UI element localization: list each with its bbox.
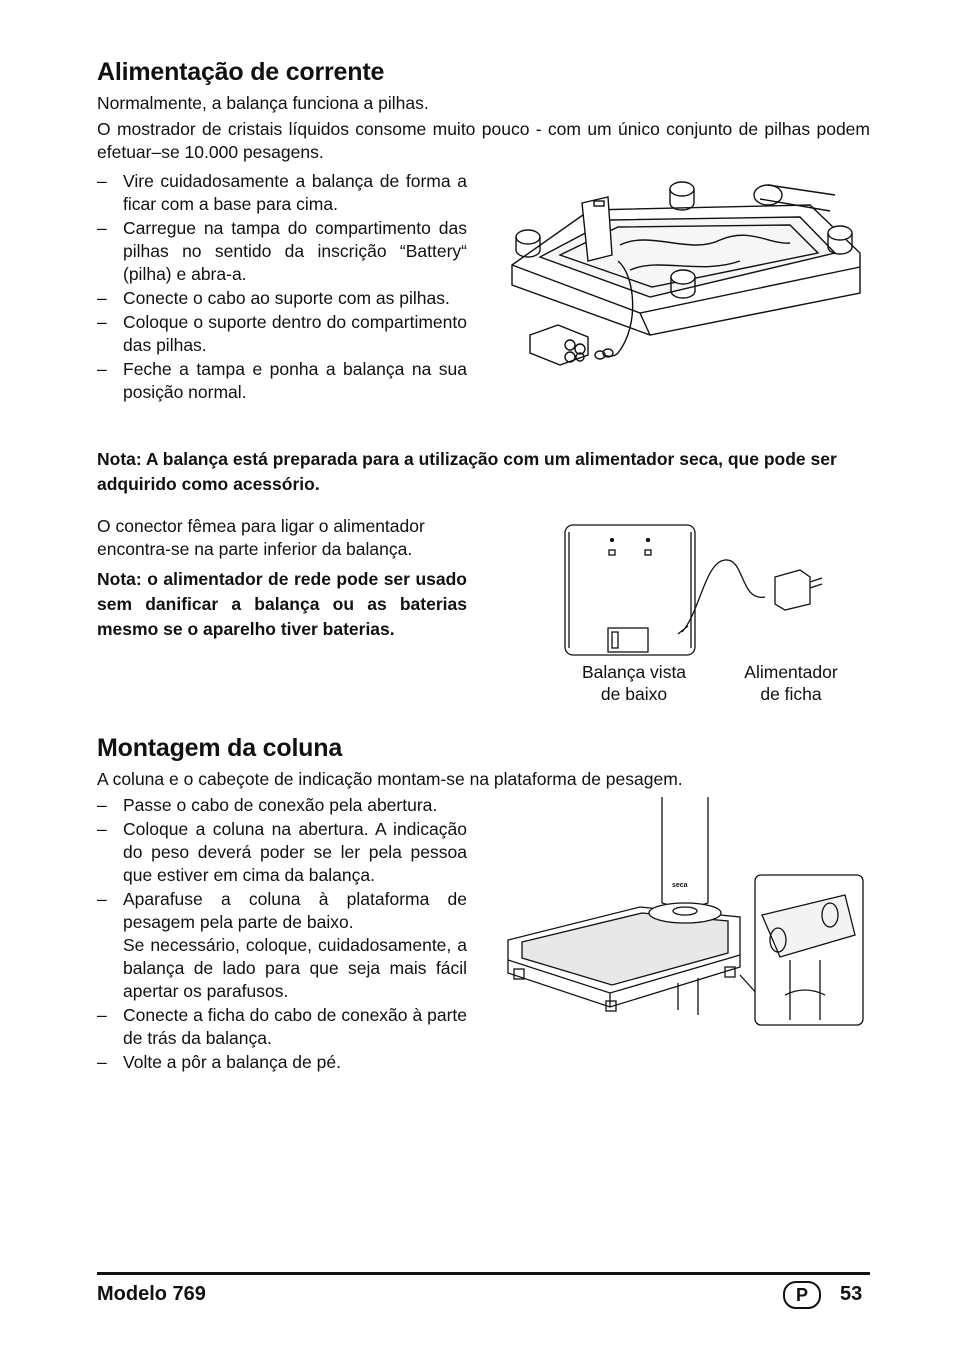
section-title-column: Montagem da coluna [97, 734, 343, 762]
column-steps-list [97, 794, 467, 1075]
footer-rule [97, 1272, 870, 1275]
column-mounting-illustration [500, 795, 870, 1030]
column-intro: A coluna e o cabeçote de indicação montam-se na plataforma de pesagem. [97, 769, 683, 789]
list-item: – Coloque o suporte dentro do compartimento das pilhas. [97, 311, 467, 357]
list-item: – Carregue na tampa do compartimento das pilhas no sentido da inscrição “Battery“ (pilha) e abra-a. [97, 217, 467, 286]
note-adapter-safe: Nota: o alimentador de rede pode ser usado sem danificar a balança ou as baterias mesmo se o aparelho tiver baterias. [97, 569, 467, 639]
note-adapter-accessory: Nota: A balança está preparada para a utilização com um alimentador seca, que pode ser adquirido como acessório. [97, 449, 837, 494]
caption-line: de ficha [760, 684, 822, 704]
list-item: – Passe o cabo de conexão pela abertura. [97, 794, 467, 817]
intro-paragraph-1: Normalmente, a balança funciona a pilhas. [97, 93, 429, 113]
page-number: 53 [840, 1283, 863, 1305]
list-item: – Conecte a ficha do cabo de conexão à parte de trás da balança. [97, 1004, 467, 1050]
svg-text:seca: seca [672, 882, 688, 889]
list-item [97, 888, 467, 934]
intro-paragraph-2: O mostrador de cristais líquidos consome muito pouco - com um único conjunto de pilhas podem efetuar–se 10.000 pesagens. [97, 119, 870, 162]
caption-scale-below [570, 661, 698, 705]
caption-plug-adapter [725, 661, 857, 705]
caption-line: Balança vista [581, 662, 687, 682]
list-item-text: Coloque a coluna na abertura. A indicação do peso deverá poder se ler pela pessoa que estiver em cima da balança. [123, 819, 467, 885]
language-badge: P [783, 1281, 821, 1309]
scale-bottom-adapter-illustration [560, 522, 840, 662]
list-item: – Vire cuidadosamente a balança de forma a ficar com a base para cima. [97, 170, 467, 216]
list-item-continuation [97, 934, 467, 1003]
scale-battery-illustration [500, 175, 870, 375]
list-item-text: Se necessário, coloque, cuidadosamente, a balança de lado para que seja mais fácil apertar os parafusos. [123, 935, 467, 1001]
list-item: – Feche a tampa e ponha a balança na sua posição normal. [97, 358, 467, 404]
caption-line: Alimentador [744, 662, 838, 682]
list-item: – Volte a pôr a balança de pé. [97, 1051, 467, 1074]
battery-steps-list [97, 170, 467, 405]
list-item [97, 818, 467, 887]
connector-paragraph: O conector fêmea para ligar o alimentador encontra-se na parte inferior da balança. [97, 516, 425, 559]
footer-model: Modelo 769 [97, 1283, 206, 1305]
list-item: – Conecte o cabo ao suporte com as pilhas. [97, 287, 467, 310]
list-item-text: Aparafuse a coluna à plataforma de pesagem pela parte de baixo. [123, 889, 467, 932]
section-title-power: Alimentação de corrente [97, 58, 385, 86]
caption-line: de baixo [600, 684, 668, 704]
